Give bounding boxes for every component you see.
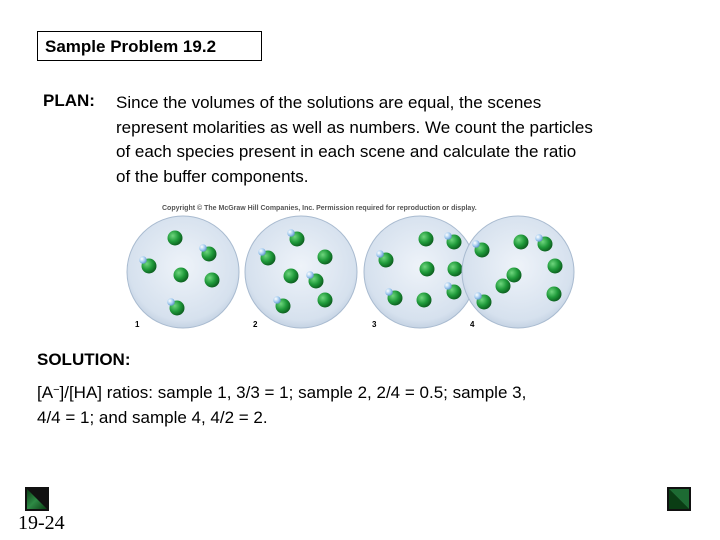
hydrogen-atom (444, 282, 452, 290)
plan-line: of the buffer components. (116, 166, 309, 186)
plan-line: of each species present in each scene and calculate the ratio (116, 142, 577, 161)
a-ion (205, 273, 220, 288)
plan-line: Since the volumes of the solutions are equal, the scenes (116, 93, 542, 112)
next-slide-icon[interactable] (667, 487, 691, 511)
a-ion (174, 268, 189, 283)
hydrogen-atom (258, 248, 266, 256)
solution-text (37, 380, 526, 430)
hydrogen-atom (385, 288, 393, 296)
hydrogen-atom (287, 229, 295, 237)
a-ion (284, 269, 299, 284)
hydrogen-atom (306, 271, 314, 279)
copyright-notice: Copyright © The McGraw Hill Companies, Inc. Permission required for reproduction or display. (162, 205, 477, 212)
buffer-scenes-figure (125, 199, 585, 339)
title-box (37, 31, 262, 61)
previous-slide-icon[interactable] (25, 487, 49, 511)
a-ion (420, 262, 435, 277)
scene-number-label: 4 (470, 320, 475, 329)
solution-label: SOLUTION: (37, 350, 131, 369)
a-ion (417, 293, 432, 308)
a-ion (168, 231, 183, 246)
plan-line: represent molarities as well as numbers. We count the particles (116, 117, 593, 137)
a-ion (318, 250, 333, 265)
plan-text (116, 91, 696, 189)
hydrogen-atom (273, 296, 281, 304)
a-ion (419, 232, 434, 247)
minus-superscript: − (53, 384, 60, 396)
hydrogen-atom (167, 298, 175, 306)
a-ion (448, 262, 463, 277)
solution-line-2: 4/4 = 1; and sample 4, 4/2 = 2. (37, 408, 268, 427)
a-ion (548, 259, 563, 274)
a-ion (496, 279, 511, 294)
solution-line-1 (37, 380, 526, 405)
a-ion (507, 268, 522, 283)
solution-line-1-b: ]/[HA] ratios: sample 1, 3/3 = 1; sample 2, 2/4 = 0.5; sample 3, (59, 383, 527, 402)
scene-number-label: 1 (135, 320, 140, 329)
hydrogen-atom (139, 256, 147, 264)
slide-title: Sample Problem 19.2 (45, 37, 217, 56)
hydrogen-atom (199, 244, 207, 252)
scene-number-label: 3 (372, 320, 377, 329)
hydrogen-atom (376, 250, 384, 258)
solution-line-1-a: [A (37, 383, 54, 402)
hydrogen-atom (472, 240, 480, 248)
scenes-svg (125, 199, 585, 339)
scene-number-label: 2 (253, 320, 258, 329)
hydrogen-atom (535, 234, 543, 242)
a-ion (514, 235, 529, 250)
hydrogen-atom (444, 232, 452, 240)
plan-label: PLAN: (43, 91, 95, 110)
page-number: 19-24 (18, 512, 65, 534)
a-ion (318, 293, 333, 308)
a-ion (547, 287, 562, 302)
hydrogen-atom (474, 292, 482, 300)
